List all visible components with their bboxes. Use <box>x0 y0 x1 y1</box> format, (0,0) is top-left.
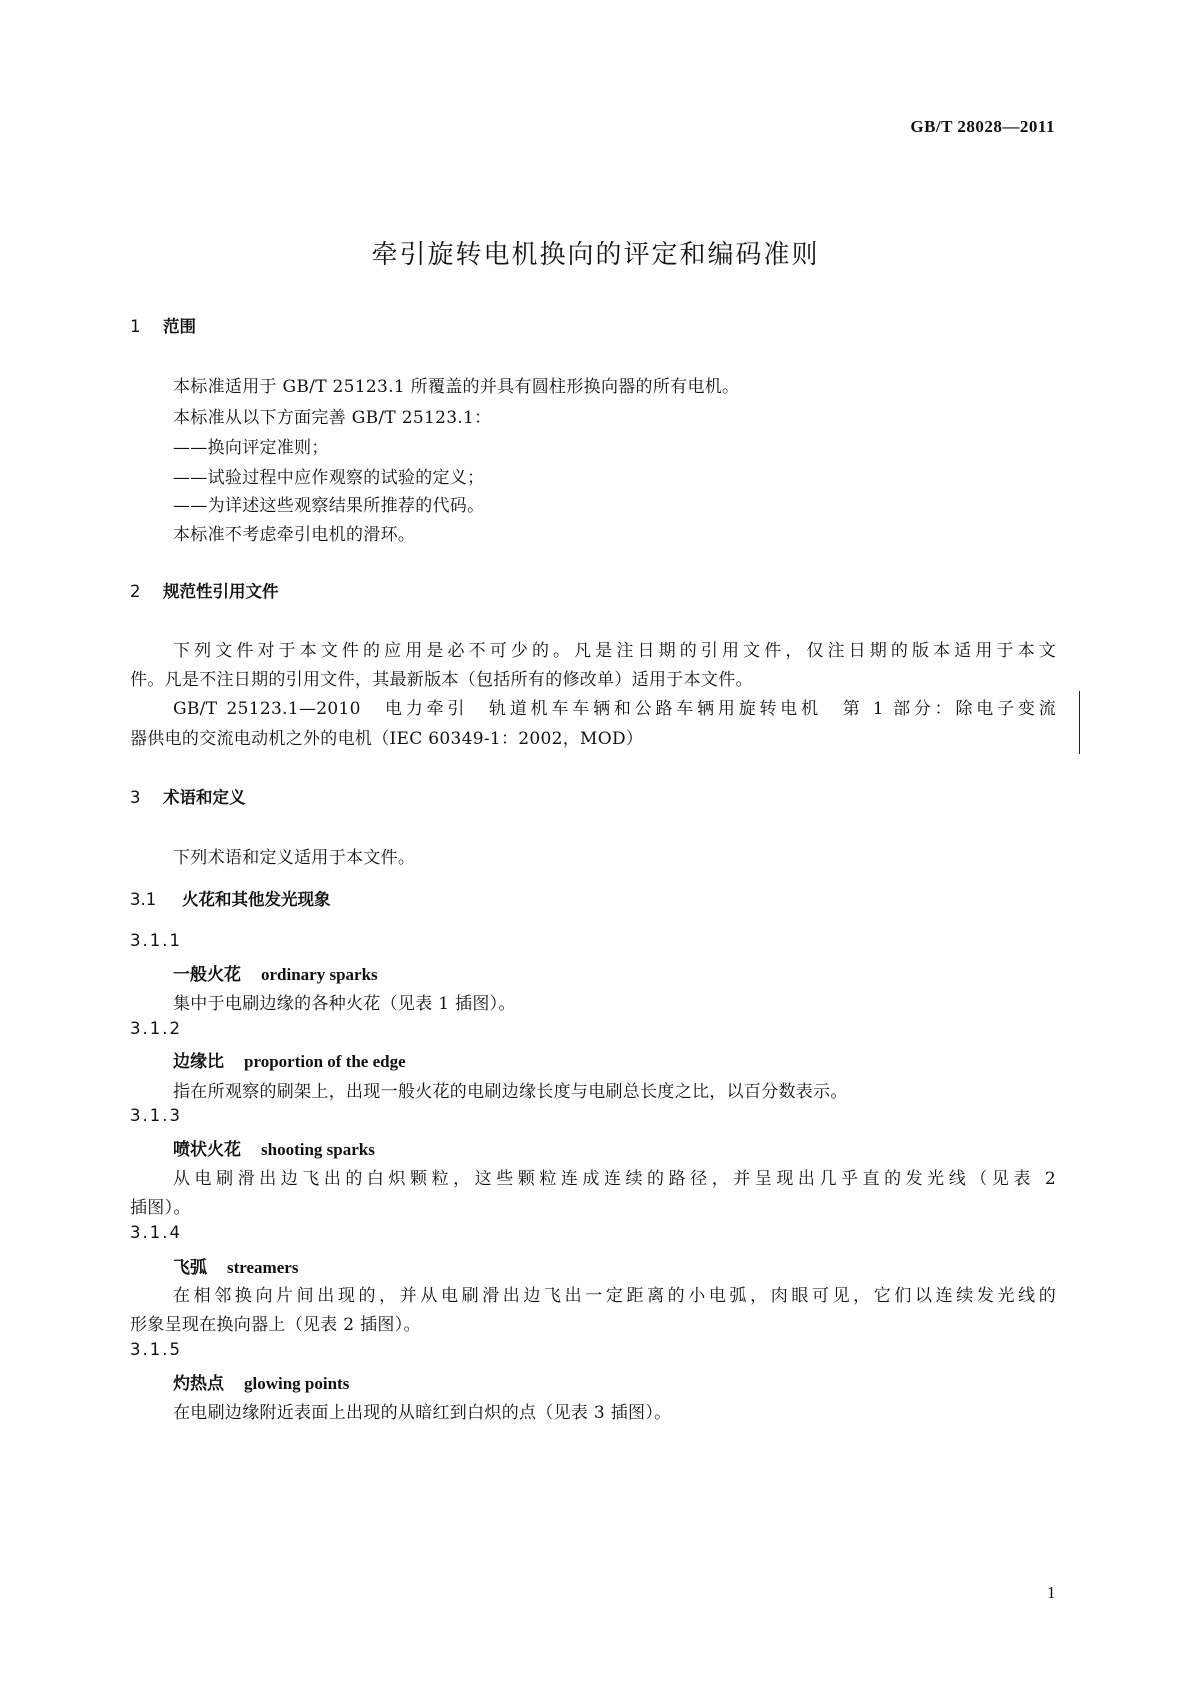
term-definition: 集中于电刷边缘的各种火花（见表 1 插图）。 <box>173 994 516 1014</box>
term-zh: 飞弧 <box>173 1258 207 1278</box>
section-2-heading <box>130 578 279 602</box>
term-definition: 指在所观察的刷架上，出现一般火花的电刷边缘长度与电刷总长度之比，以百分数表示。 <box>173 1082 848 1102</box>
term-definition: 从电刷滑出边飞出的白炽颗粒，这些颗粒连成连续的路径，并呈现出几乎直的发光线（见表 2 <box>173 1169 1056 1189</box>
term-zh: 喷状火花 <box>173 1140 241 1160</box>
term-definition: 形象呈现在换向器上（见表 2 插图）。 <box>130 1315 421 1335</box>
term-definition: 在电刷边缘附近表面上出现的从暗红到白炽的点（见表 3 插图）。 <box>173 1403 672 1423</box>
reference-line: GB/T 25123.1—2010 电力牵引 轨道机车车辆和公路车辆用旋转电机 第 1 部分：除电子变流 <box>173 699 1056 719</box>
term-en: streamers <box>227 1258 299 1277</box>
term-number: 3.1.2 <box>130 1019 182 1038</box>
section-3-heading <box>130 784 246 808</box>
term-en: proportion of the edge <box>244 1052 406 1071</box>
paragraph-line: 下列文件对于本文件的应用是必不可少的。凡是注日期的引用文件，仅注日期的版本适用于本文 <box>173 641 1056 661</box>
term-zh: 灼热点 <box>173 1374 224 1394</box>
term-entry <box>173 1047 406 1072</box>
term-number: 3.1.5 <box>130 1340 182 1359</box>
paragraph-line: 件。凡是不注日期的引用文件，其最新版本（包括所有的修改单）适用于本文件。 <box>130 670 753 690</box>
subsection-number: 3.1 <box>130 890 157 909</box>
reference-line: 器供电的交流电动机之外的电机（IEC 60349-1：2002，MOD） <box>130 729 644 749</box>
term-zh: 一般火花 <box>173 965 241 985</box>
section-number: 1 <box>130 317 141 336</box>
section-number: 3 <box>130 788 141 807</box>
page-number: 1 <box>1047 1583 1056 1602</box>
subsection-3-1-heading <box>130 886 331 910</box>
document-title: 牵引旋转电机换向的评定和编码准则 <box>371 240 820 270</box>
term-entry <box>173 1369 349 1394</box>
term-en: shooting sparks <box>261 1140 375 1159</box>
term-definition: 在相邻换向片间出现的，并从电刷滑出边飞出一定距离的小电弧，肉眼可见，它们以连续发光线的 <box>173 1286 1056 1306</box>
list-item: ——换向评定准则； <box>173 438 329 458</box>
term-number: 3.1.3 <box>130 1106 182 1125</box>
list-item: ——为详述这些观察结果所推荐的代码。 <box>173 496 485 516</box>
subsection-title: 火花和其他发光现象 <box>182 890 331 909</box>
paragraph-line: 下列术语和定义适用于本文件。 <box>173 848 416 868</box>
term-en: ordinary sparks <box>261 965 378 984</box>
term-number: 3.1.4 <box>130 1223 182 1242</box>
term-entry <box>173 960 378 985</box>
term-entry <box>173 1253 298 1278</box>
paragraph-line: 本标准适用于 GB/T 25123.1 所覆盖的并具有圆柱形换向器的所有电机。 <box>173 377 740 397</box>
section-1-heading <box>130 313 196 337</box>
term-en: glowing points <box>244 1374 350 1393</box>
paragraph-line: 本标准不考虑牵引电机的滑环。 <box>173 525 416 545</box>
paragraph-line: 本标准从以下方面完善 GB/T 25123.1： <box>173 408 492 428</box>
section-title: 术语和定义 <box>163 788 246 807</box>
section-number: 2 <box>130 582 141 601</box>
change-bar <box>1079 691 1080 754</box>
term-number: 3.1.1 <box>130 931 182 950</box>
term-entry <box>173 1135 375 1160</box>
section-title: 范围 <box>163 317 196 336</box>
standard-code: GB/T 28028—2011 <box>910 117 1055 136</box>
term-zh: 边缘比 <box>173 1052 224 1072</box>
section-title: 规范性引用文件 <box>163 582 279 601</box>
term-definition: 插图）。 <box>130 1198 191 1218</box>
list-item: ——试验过程中应作观察的试验的定义； <box>173 468 485 488</box>
